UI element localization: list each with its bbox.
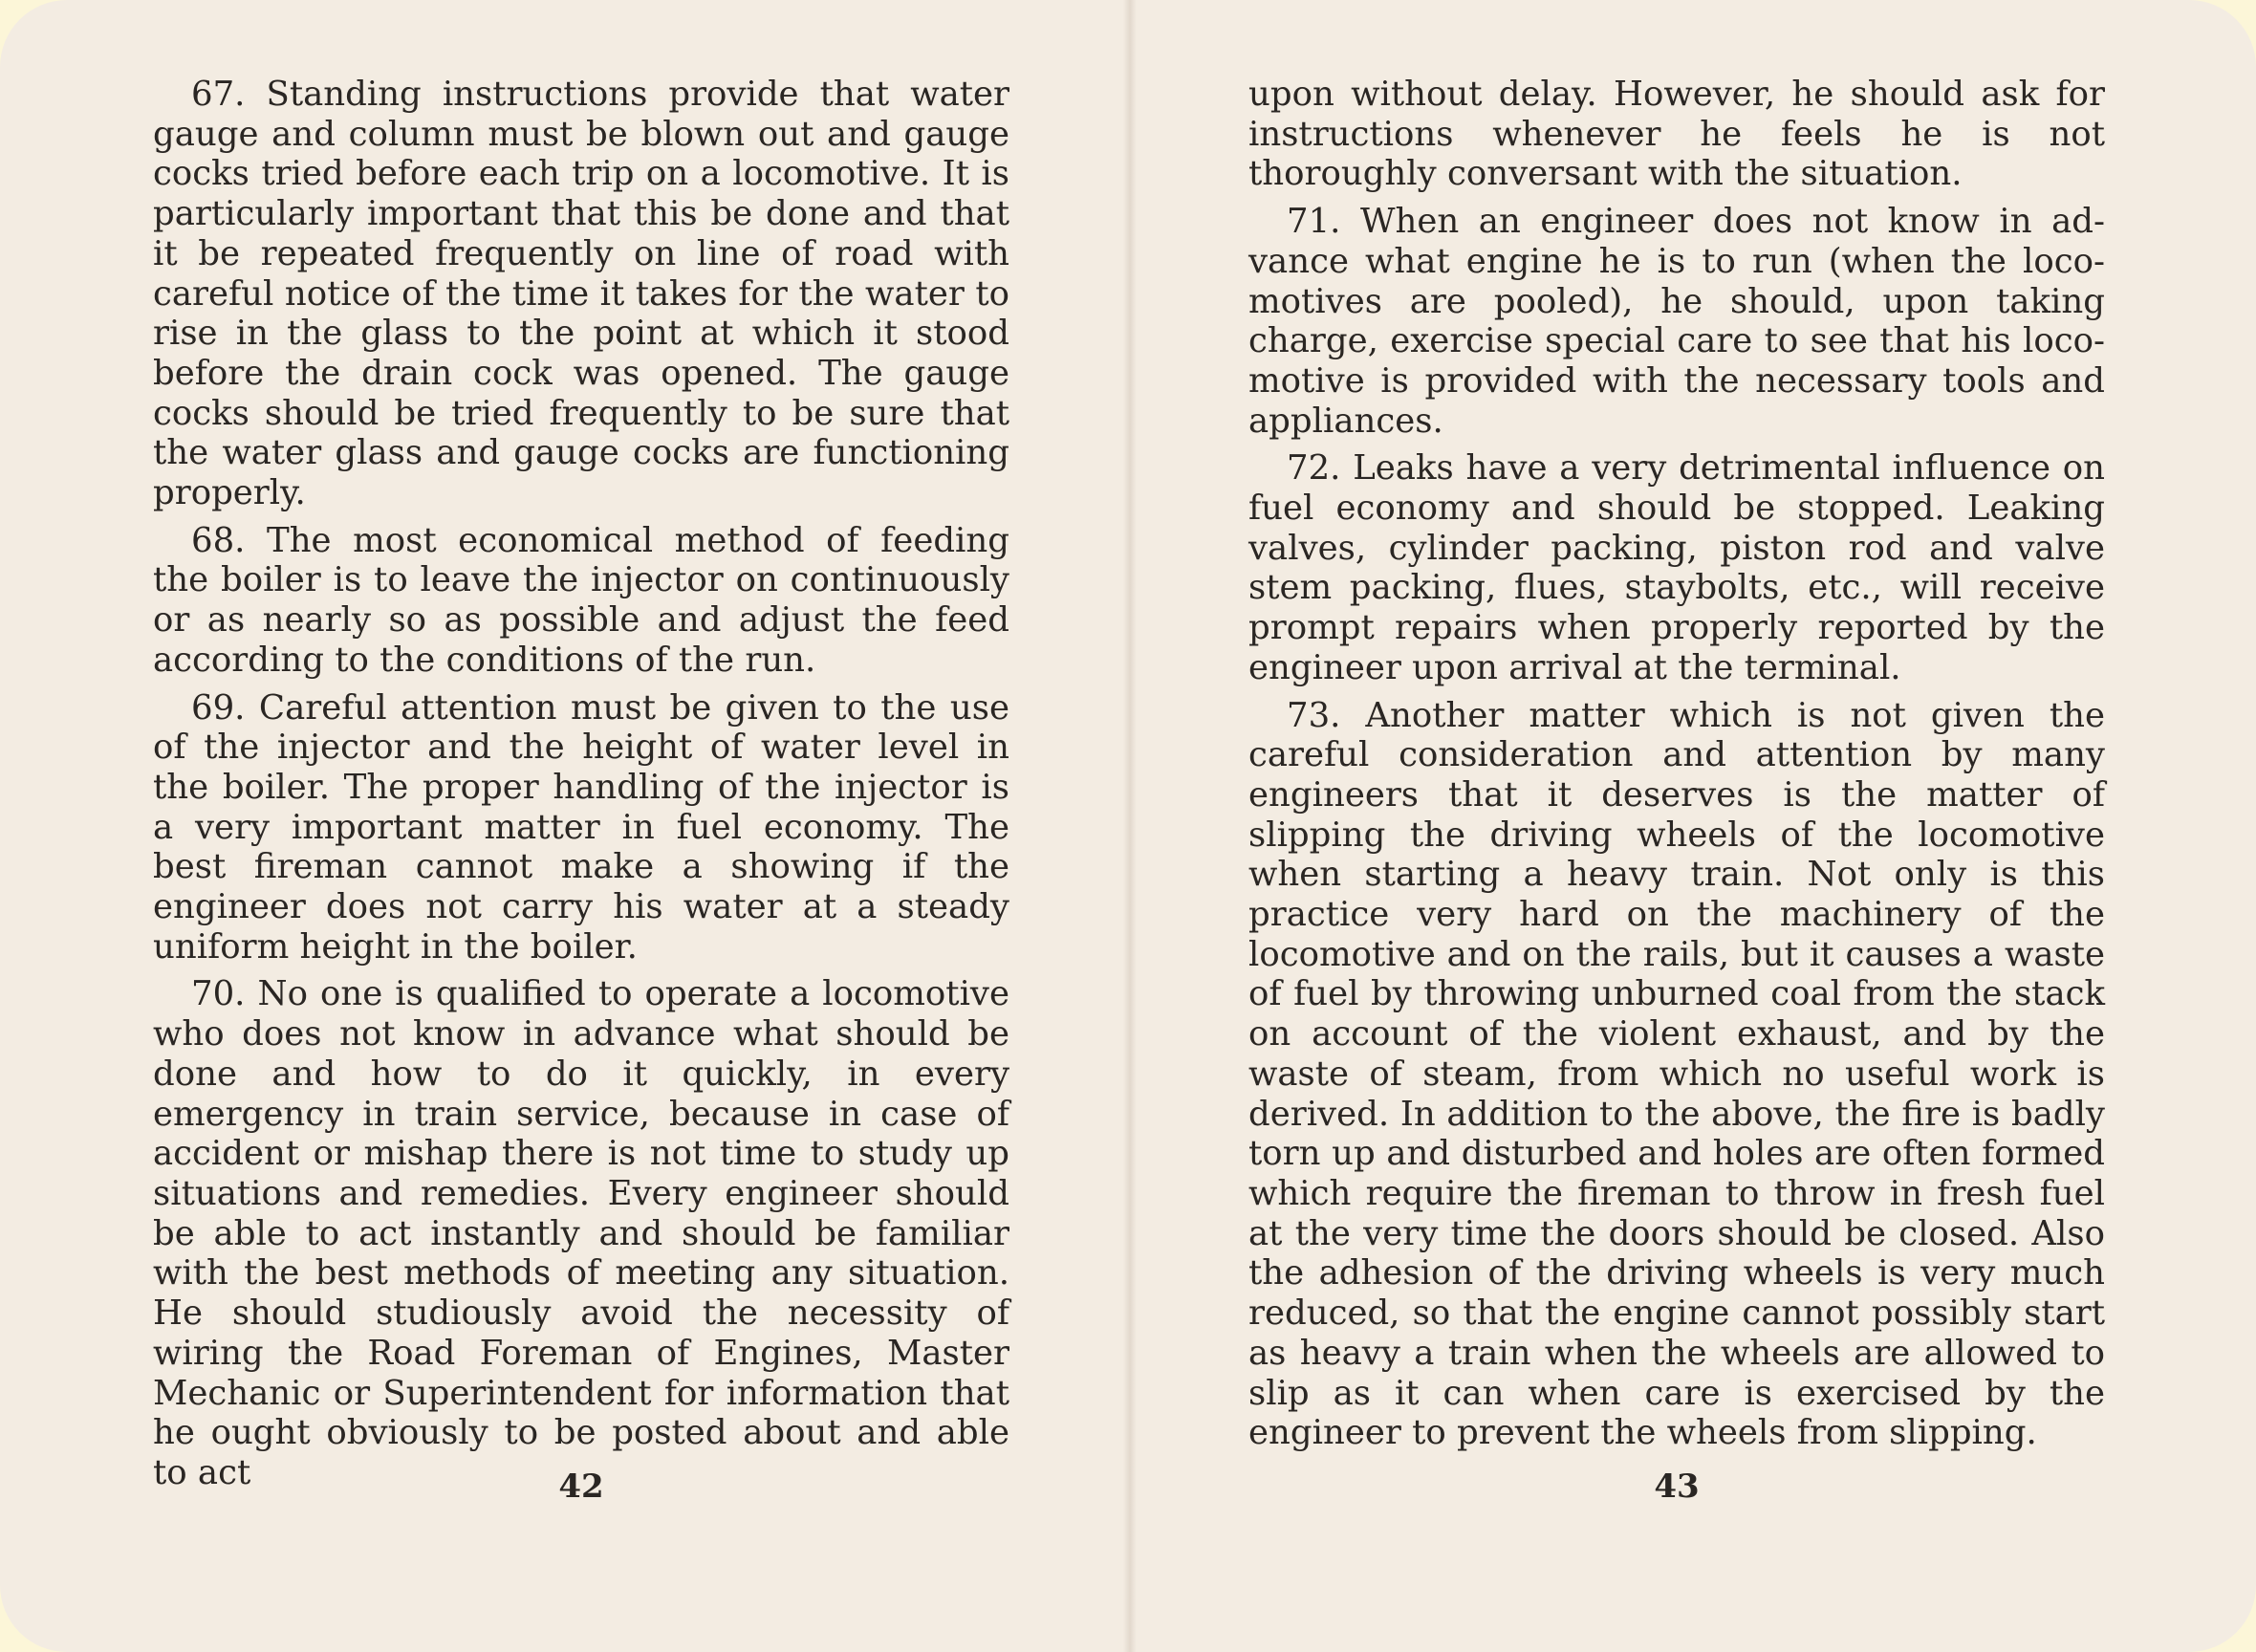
paragraph-67: 67. Standing instructions provide that water gauge and column must be blown out and gauge cocks tried before each trip on a locomotive. It is particularly important that this be done and that it be repeated frequently on line of road with careful notice of the time it takes for the water to rise in the glass to the point at which it stood before the drain cock was opened. The gauge cocks should be tried frequently to be sure that the water glass and gauge cocks are functioning properly.	[153, 75, 1009, 513]
left-page-text	[153, 75, 1009, 1501]
right-page-text	[1248, 75, 2105, 1461]
paragraph-70-continuation: upon without delay. However, he should ask for instructions whenever he feels he is not thoroughly conversant with the situation.	[1248, 75, 2105, 194]
paragraph-71: 71. When an engineer does not know in advance what engine he is to run (when the locomotives are pooled), he should, upon taking charge, exercise special care to see that his locomotive is provided with the necessary tools and appliances.	[1248, 202, 2105, 441]
paragraph-73: 73. Another matter which is not given the careful consideration and attention by many engineers that it deserves is the matter of slipping the driving wheels of the locomotive when starting a heavy train. Not only is this practice very hard on the machinery of the locomotive and on the rails, but it causes a waste of fuel by throwing unburned coal from the stack on account of the violent exhaust, and by the waste of steam, from which no useful work is derived. In addition to the above, the fire is badly torn up and disturbed and holes are often formed which require the fireman to throw in fresh fuel at the very time the doors should be closed. Also the adhesion of the driving wheels is very much reduced, so that the engine cannot possibly start as heavy a train when the wheels are allowed to slip as it can when care is exercised by the engineer to prevent the wheels from slipping.	[1248, 695, 2105, 1453]
paragraph-69: 69. Careful attention must be given to the use of the injector and the height of water level in the boiler. The proper handling of the injector is a very important matter in fuel economy. The best fireman cannot make a showing if the engineer does not carry his water at a steady uniform height in the boiler.	[153, 687, 1009, 967]
paragraph-70: 70. No one is qualified to operate a locomotive who does not know in advance what should be done and how to do it quickly, in every emergency in train service, because in case of accident or mishap there is not time to study up situations and remedies. Every engineer should be able to act instantly and should be familiar with the best methods of meeting any situation. He should studiously avoid the necessity of wiring the Road Foreman of Engines, Master Mechanic or Superintendent for information that he ought obviously to be posted about and able to act	[153, 974, 1009, 1492]
book-gutter	[1123, 0, 1137, 1652]
paragraph-68: 68. The most economical method of feeding the boiler is to leave the injector on continuously or as nearly so as possible and adjust the feed according to the conditions of the run.	[153, 520, 1009, 680]
paragraph-72: 72. Leaks have a very detrimental influence on fuel economy and should be stopped. Leaking valves, cylinder packing, piston rod and valve stem packing, flues, staybolts, etc., will receive prompt repairs when properly reported by the engineer upon arrival at the terminal.	[1248, 448, 2105, 687]
left-page-number: 42	[558, 1467, 604, 1506]
right-page-number: 43	[1654, 1467, 1700, 1506]
